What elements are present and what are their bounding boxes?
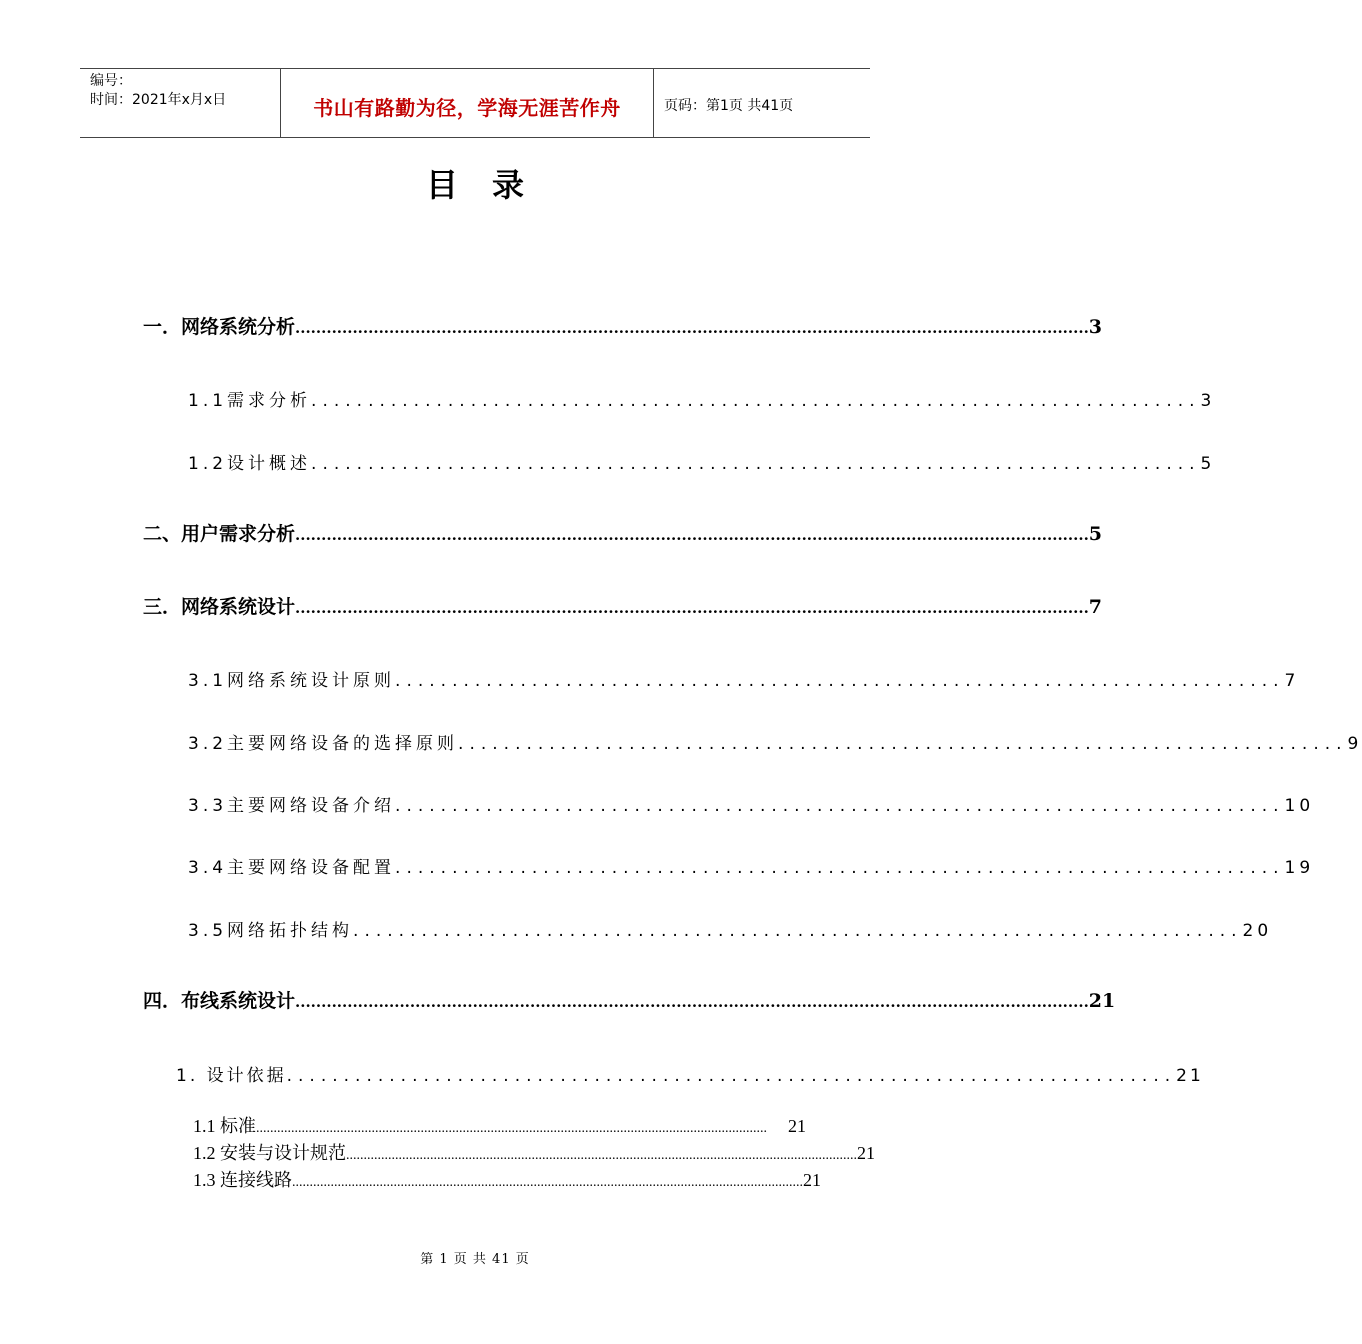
toc-entry-label: 1.3 连接线路: [193, 1170, 292, 1190]
toc-entry[interactable]: [193, 1112, 806, 1138]
toc-entry-label: 1.2设计概述: [188, 454, 312, 474]
toc-entry-label: 3.3主要网络设备介绍: [188, 796, 396, 816]
header-meta-cell: [80, 69, 281, 137]
toc-entry-page: 19: [1284, 858, 1315, 878]
toc-entry[interactable]: [193, 1166, 821, 1192]
toc-leader: ..............................................................................: [311, 391, 1201, 411]
doc-number-label: 编号：: [90, 73, 132, 89]
toc-entry[interactable]: [176, 1061, 1204, 1086]
toc-leader: ........................................................................................................................................................: [295, 599, 1089, 617]
toc-entry-label: 四．布线系统设计: [143, 990, 296, 1012]
toc-entry-page: 21: [857, 1143, 875, 1163]
toc-entry-page: 3: [1088, 316, 1103, 338]
toc-entry[interactable]: [143, 592, 1103, 619]
toc-entry-page: 10: [1284, 796, 1315, 816]
header-page-info: 页码：第1页 共41页: [664, 98, 794, 114]
toc-leader: ..............................................................................: [395, 858, 1285, 878]
toc-leader: ..............................................................................: [353, 921, 1243, 941]
toc-leader: ..............................................................................: [458, 734, 1348, 754]
toc-entry[interactable]: [188, 449, 1216, 474]
toc-leader: ..................................................................................................................................................: [292, 1175, 803, 1190]
toc-entry-label: 3.1网络系统设计原则: [188, 671, 396, 691]
toc-entry-page: 21: [1176, 1066, 1204, 1086]
toc-leader: ..............................................................................: [395, 796, 1285, 816]
toc-entry-label: 3.2主要网络设备的选择原则: [188, 734, 459, 754]
toc-leader: ..............................................................................: [286, 1066, 1177, 1086]
toc-entry[interactable]: [188, 853, 1315, 878]
toc-entry-page: 7: [1284, 671, 1300, 691]
toc-entry[interactable]: [188, 791, 1315, 816]
toc-entry-page: 5: [1200, 454, 1216, 474]
toc-entry[interactable]: [193, 1139, 875, 1165]
toc-entry-label: 1. 设计依据: [176, 1066, 287, 1086]
page-title: 目录: [425, 166, 558, 204]
toc-entry-page: 3: [1200, 391, 1216, 411]
toc-leader: ........................................................................................................................................................: [295, 526, 1089, 544]
toc-entry[interactable]: [188, 916, 1273, 941]
toc-leader: ..............................................................................: [311, 454, 1201, 474]
toc-entry[interactable]: [188, 729, 1362, 754]
toc-entry[interactable]: [188, 666, 1300, 691]
toc-entry[interactable]: [188, 386, 1216, 411]
page-footer: 第 1 页 共 41 页: [420, 1252, 530, 1267]
toc-entry-page: 9: [1347, 734, 1362, 754]
toc-leader: ..................................................................................................................................................: [256, 1121, 767, 1136]
toc-entry-label: 3.5网络拓扑结构: [188, 921, 354, 941]
toc-entry-page: 21: [788, 1116, 806, 1136]
toc-entry-label: 1.1需求分析: [188, 391, 312, 411]
doc-date-label: 时间：2021年x月x日: [90, 92, 227, 108]
toc-leader: ........................................................................................................................................................: [295, 319, 1089, 337]
toc-entry-label: 一．网络系统分析: [143, 316, 296, 338]
document-header: [80, 68, 870, 138]
toc-entry-page: 5: [1088, 523, 1103, 545]
toc-entry-label: 三．网络系统设计: [143, 596, 296, 618]
toc-entry-label: 3.4主要网络设备配置: [188, 858, 396, 878]
toc-entry-label: 1.1 标准: [193, 1116, 256, 1136]
toc-leader: ..................................................................................................................................................: [346, 1148, 857, 1163]
header-motto: 书山有路勤为径，学海无涯苦作舟: [313, 96, 621, 120]
toc-entry[interactable]: [143, 519, 1103, 546]
toc-entry-label: 二、用户需求分析: [143, 523, 296, 545]
toc-leader: ........................................................................................................................................................: [295, 993, 1089, 1011]
header-motto-cell: [281, 69, 654, 137]
header-page-cell: [654, 69, 870, 137]
toc-entry-label: 1.2 安装与设计规范: [193, 1143, 346, 1163]
toc-entry-page: 7: [1088, 596, 1103, 618]
toc-leader: ..............................................................................: [395, 671, 1285, 691]
toc-entry-page: 21: [1088, 990, 1116, 1012]
toc-entry-page: 20: [1242, 921, 1273, 941]
toc-entry-page: 21: [803, 1170, 821, 1190]
toc-entry[interactable]: [143, 986, 1116, 1013]
toc-entry[interactable]: [143, 312, 1103, 339]
